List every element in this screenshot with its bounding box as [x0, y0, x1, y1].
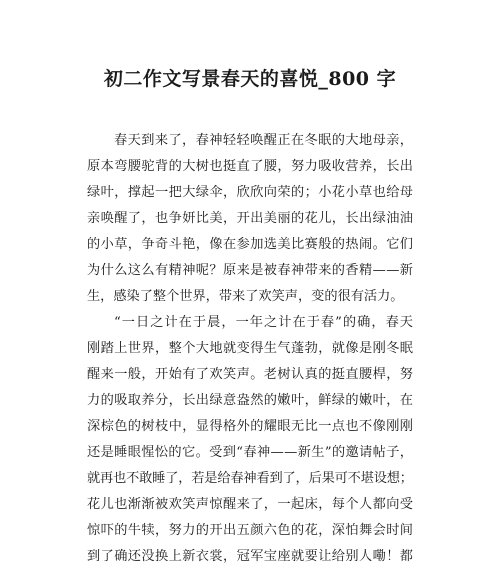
body-line-text: 的小草，争奇斗艳，像在参加选美比赛般的热闹。它们 [87, 237, 414, 252]
body-line-text: 花儿也渐渐被欢笑声惊醒来了，一起床，每个人都向受 [87, 497, 414, 512]
body-line-text: 刚踏上世界，整个大地就变得生气蓬勃，就像是刚冬眠 [87, 341, 414, 356]
body-line-text: 原本弯腰驼背的大树也挺直了腰，努力吸收营养，长出 [87, 159, 414, 174]
body-line-text: 春天到来了，春神轻轻唤醒正在冬眠的大地母亲， [114, 133, 414, 148]
body-line-text: 醒来一般，开始有了欢笑声。老树认真的挺直腰桿，努 [87, 367, 414, 382]
body-line-text: 为什么这么有精神呢？原来是被春神带来的香精——新 [87, 263, 414, 278]
body-line-text: 还是睡眼惺忪的它。受到“春神——新生”的邀请帖子， [87, 445, 414, 460]
body-line-text: 惊吓的牛犊，努力的开出五颜六色的花，深怕舞会时间 [87, 523, 414, 538]
body-line-text: 到了确还没换上新衣裳，冠军宝座就要让给别人嘞！都 [87, 549, 414, 564]
body-line-text: 生，感染了整个世界，带来了欢笑声，变的很有活力。 [87, 289, 404, 304]
body-line-text: “一日之计在于晨，一年之计在于春”的确，春天 [114, 315, 415, 330]
document-title: 初二作文写景春天的喜悦_800 字 [103, 68, 397, 90]
body-line-text: 深棕色的树枝中，显得格外的耀眼无比一点也不像刚刚 [87, 419, 414, 434]
body-line-text: 绿叶，撑起一把大绿伞，欣欣向荣的；小花小草也给母 [87, 185, 414, 200]
body-line-text: 亲唤醒了，也争妍比美，开出美丽的花儿，长出绿油油 [87, 211, 414, 226]
body-line-text: 力的吸取养分，长出绿意盎然的嫩叶，鲜绿的嫩叶，在 [87, 393, 414, 408]
body-line-text: 就再也不敢睡了，若是给春神看到了，后果可不堪设想； [87, 471, 413, 486]
